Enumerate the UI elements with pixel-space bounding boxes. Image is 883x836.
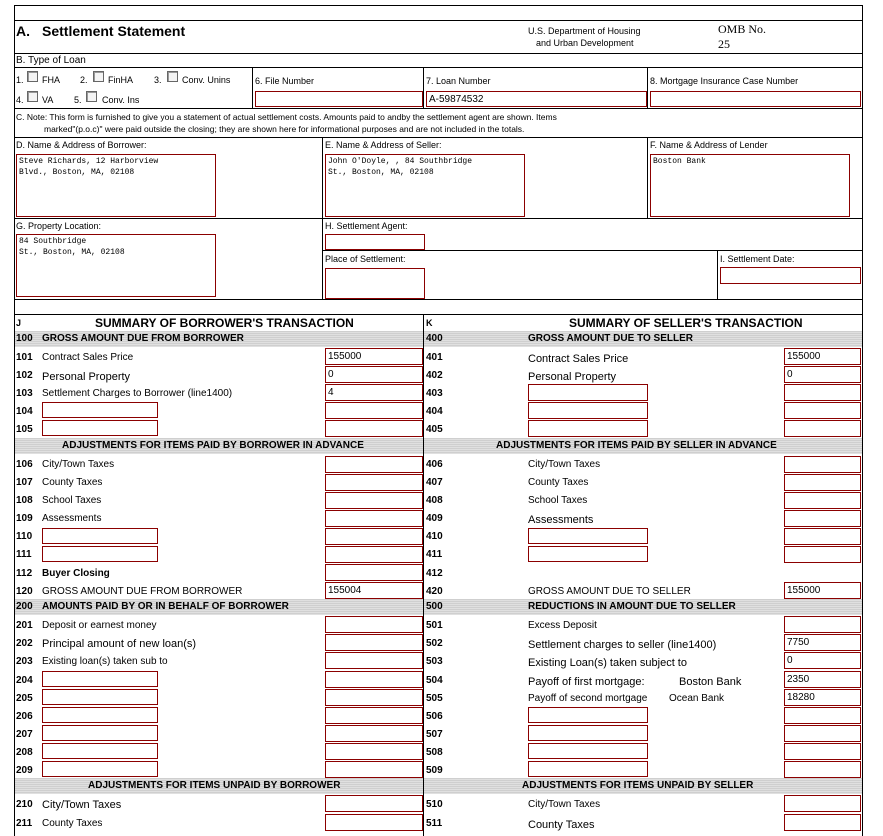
description-input[interactable]	[528, 761, 648, 777]
description-input[interactable]	[528, 725, 648, 741]
row-label: Assessments	[528, 514, 594, 526]
line-number: 211	[16, 818, 33, 829]
date-label: I. Settlement Date:	[720, 254, 795, 264]
band-200-title: AMOUNTS PAID BY OR IN BEHALF OF BORROWER	[42, 601, 289, 612]
row-label: Settlement charges to seller (line1400)	[528, 639, 717, 651]
conv-unins-label: Conv. Unins	[182, 75, 231, 85]
note-line1: C. Note: This form is furnished to give you a statement of actual settlement costs. Amounts paid to andby the settlement agent are shown. Items	[16, 112, 557, 122]
description-input[interactable]	[42, 689, 158, 705]
band-500-num: 500	[426, 601, 443, 612]
line-number: 103	[16, 388, 33, 399]
line-number: 201	[16, 620, 33, 631]
amount-input[interactable]: 155000	[784, 348, 861, 365]
line-number: 209	[16, 765, 33, 776]
description-input[interactable]	[42, 743, 158, 759]
line-number: 507	[426, 729, 443, 740]
amount-input[interactable]	[784, 510, 861, 527]
description-input[interactable]	[42, 402, 158, 418]
rule	[322, 250, 862, 251]
borrower-label: D. Name & Address of Borrower:	[16, 140, 147, 150]
line-number: 405	[426, 424, 443, 435]
row-label: School Taxes	[528, 495, 588, 506]
line-number: 403	[426, 388, 443, 399]
amount-input[interactable]	[784, 420, 861, 437]
type-of-loan-label: B. Type of Loan	[16, 55, 86, 66]
line-number: 105	[16, 424, 33, 435]
amount-input[interactable]	[325, 510, 423, 527]
section-letter-a: A.	[16, 23, 30, 39]
row-label: Payoff of first mortgage:	[528, 676, 645, 688]
option-num: 3.	[154, 75, 162, 85]
amount-input[interactable]	[325, 528, 423, 545]
dept-line2: and Urban Development	[536, 38, 634, 48]
line-number: 407	[426, 477, 443, 488]
place-input[interactable]	[325, 268, 425, 299]
rule	[14, 53, 862, 54]
amount-input[interactable]	[325, 743, 423, 760]
omb-label: OMB No.	[718, 22, 767, 36]
row-label: School Taxes	[42, 495, 102, 506]
row-label: Existing Loan(s) taken subject to	[528, 657, 687, 669]
band-400-title: GROSS AMOUNT DUE TO SELLER	[528, 333, 694, 344]
amount-input[interactable]	[325, 761, 423, 778]
amount-input[interactable]: 0	[325, 366, 423, 383]
line-number: 204	[16, 675, 33, 686]
amount-input[interactable]	[784, 456, 861, 473]
amount-input[interactable]: 2350	[784, 671, 861, 688]
line-number: 404	[426, 406, 443, 417]
rule	[14, 108, 862, 109]
mortgage-case-input[interactable]	[650, 91, 861, 107]
rule	[14, 299, 862, 300]
amount-input[interactable]	[325, 725, 423, 742]
amount-input[interactable]	[325, 402, 423, 419]
line-number: 408	[426, 495, 443, 506]
description-input[interactable]	[528, 743, 648, 759]
amount-input[interactable]: 18280	[784, 689, 861, 706]
amount-input[interactable]	[325, 564, 423, 581]
row-label: Excess Deposit	[528, 620, 597, 631]
conv-ins-checkbox[interactable]	[86, 91, 97, 102]
row-label: City/Town Taxes	[528, 459, 601, 470]
seller-address[interactable]: John O'Doyle, , 84 Southbridge St., Boston, MA, 02108	[325, 154, 525, 217]
line-number: 207	[16, 729, 33, 740]
rule	[717, 250, 718, 299]
line-number: 503	[426, 656, 443, 667]
row-label: City/Town Taxes	[528, 799, 601, 810]
fha-checkbox[interactable]	[27, 71, 38, 82]
rule	[647, 137, 648, 218]
row-label: Settlement Charges to Borrower (line1400)	[42, 388, 233, 399]
amount-input[interactable]	[784, 384, 861, 401]
amount-input[interactable]	[325, 616, 423, 633]
amount-input[interactable]	[784, 474, 861, 491]
loan-number-label: 7. Loan Number	[426, 76, 491, 86]
lender-label: F. Name & Address of Lender	[650, 140, 768, 150]
row-label: GROSS AMOUNT DUE FROM BORROWER	[42, 586, 243, 597]
description-input[interactable]	[42, 420, 158, 436]
conv-ins-label: Conv. Ins	[102, 95, 140, 105]
row-label: City/Town Taxes	[42, 459, 115, 470]
line-number: 206	[16, 711, 33, 722]
row-label: Payoff of second mortgage	[528, 693, 648, 704]
option-num: 1.	[16, 75, 24, 85]
option-num: 2.	[80, 75, 88, 85]
row-label: GROSS AMOUNT DUE TO SELLER	[528, 586, 691, 597]
row-label: Deposit or earnest money	[42, 620, 157, 631]
description-input[interactable]	[42, 761, 158, 777]
row-label: Personal Property	[42, 371, 131, 383]
line-number: 120	[16, 586, 33, 597]
amount-input[interactable]	[325, 474, 423, 491]
line-number: 202	[16, 638, 33, 649]
line-number: 111	[16, 549, 32, 560]
second-mortgage-lender: Ocean Bank	[669, 693, 725, 704]
line-number: 104	[16, 406, 33, 417]
dept-line1: U.S. Department of Housing	[528, 26, 641, 36]
description-input[interactable]	[42, 725, 158, 741]
description-input[interactable]	[42, 528, 158, 544]
line-number: 509	[426, 765, 443, 776]
amount-input[interactable]: 7750	[784, 634, 861, 651]
line-number: 504	[426, 675, 443, 686]
total-amount-input[interactable]: 155004	[325, 582, 423, 599]
lender-address[interactable]: Boston Bank	[650, 154, 850, 217]
borrower-address[interactable]: Steve Richards, 12 Harborview Blvd., Boston, MA, 02108	[16, 154, 216, 217]
finha-label: FinHA	[108, 75, 134, 85]
line-number: 502	[426, 638, 443, 649]
place-label: Place of Settlement:	[325, 254, 406, 264]
amount-input[interactable]	[325, 420, 423, 437]
row-label: Principal amount of new loan(s)	[42, 638, 197, 650]
line-number: 508	[426, 747, 443, 758]
conv-unins-checkbox[interactable]	[167, 71, 178, 82]
description-input[interactable]	[528, 420, 648, 437]
finha-checkbox[interactable]	[93, 71, 104, 82]
description-input[interactable]	[528, 707, 648, 723]
note-line2: marked"(p.o.c)" were paid outside the closing; they are shown here for informational purposes and are not included in the totals.	[44, 124, 525, 134]
amount-input[interactable]: 4	[325, 384, 423, 401]
line-number: 511	[426, 818, 443, 829]
line-number: 401	[426, 352, 443, 363]
row-label: Existing loan(s) taken sub to	[42, 656, 168, 667]
settlement-date-input[interactable]	[720, 267, 861, 284]
line-number: 501	[426, 620, 443, 631]
amount-input[interactable]: 155000	[325, 348, 423, 365]
description-input[interactable]	[528, 402, 648, 419]
description-input[interactable]	[42, 671, 158, 687]
amount-input[interactable]	[784, 725, 861, 742]
row-label: County Taxes	[528, 477, 589, 488]
right-border	[862, 5, 863, 836]
amount-input[interactable]	[784, 546, 861, 563]
band-500-title: REDUCTIONS IN AMOUNT DUE TO SELLER	[528, 601, 736, 612]
rule	[647, 67, 648, 108]
line-number: 402	[426, 370, 443, 381]
amount-input[interactable]	[325, 814, 423, 831]
line-number: 406	[426, 459, 443, 470]
row-label: Contract Sales Price	[42, 352, 134, 363]
page-title: Settlement Statement	[42, 23, 186, 39]
va-label: VA	[42, 95, 54, 105]
line-number: 506	[426, 711, 443, 722]
line-number: 409	[426, 513, 443, 524]
va-checkbox[interactable]	[27, 91, 38, 102]
line-number: 510	[426, 799, 443, 810]
line-number: 106	[16, 459, 33, 470]
line-number: 102	[16, 370, 33, 381]
agent-label: H. Settlement Agent:	[325, 221, 408, 231]
amount-input[interactable]	[325, 689, 423, 706]
row-label: County Taxes	[528, 819, 595, 831]
line-number: 205	[16, 693, 33, 704]
amount-input[interactable]: 0	[784, 366, 861, 383]
amount-input[interactable]	[325, 652, 423, 669]
amount-input[interactable]	[784, 528, 861, 545]
amount-input[interactable]	[784, 761, 861, 778]
band-100-title: GROSS AMOUNT DUE FROM BORROWER	[42, 333, 244, 344]
band-200-num: 200	[16, 601, 33, 612]
rule	[252, 67, 253, 108]
description-input[interactable]	[528, 384, 648, 401]
row-label: Assessments	[42, 513, 102, 524]
left-border	[14, 5, 15, 836]
row-label: County Taxes	[42, 818, 103, 829]
rule	[14, 67, 862, 68]
description-input[interactable]	[528, 528, 648, 544]
amount-input[interactable]	[784, 616, 861, 633]
rule	[14, 137, 862, 138]
description-input[interactable]	[42, 546, 158, 562]
amount-input[interactable]	[325, 707, 423, 724]
band-100-num: 100	[16, 333, 33, 344]
borrower-summary-title: SUMMARY OF BORROWER'S TRANSACTION	[95, 316, 354, 330]
amount-input[interactable]	[325, 671, 423, 688]
amount-input[interactable]	[784, 707, 861, 724]
amount-input[interactable]	[784, 402, 861, 419]
first-mortgage-lender: Boston Bank	[679, 676, 742, 688]
file-number-input[interactable]	[255, 91, 423, 107]
band-400-num: 400	[426, 333, 443, 344]
line-number: 208	[16, 747, 33, 758]
amount-input[interactable]	[325, 456, 423, 473]
amount-input[interactable]: 0	[784, 652, 861, 669]
section-letter-k: K	[426, 318, 433, 328]
line-number: 505	[426, 693, 443, 704]
line-number: 411	[426, 549, 443, 560]
rule	[423, 67, 424, 108]
fha-label: FHA	[42, 75, 60, 85]
section-letter-j: J	[16, 318, 22, 328]
line-number: 210	[16, 799, 33, 810]
description-input[interactable]	[42, 707, 158, 723]
top-rule	[14, 5, 862, 6]
line-number: 203	[16, 656, 33, 667]
line-number: 112	[16, 568, 33, 579]
row-label: Personal Property	[528, 371, 617, 383]
rule	[14, 20, 862, 21]
omb-value: 25	[718, 37, 730, 51]
line-number: 110	[16, 531, 33, 542]
agent-input[interactable]	[325, 234, 425, 250]
rule	[14, 218, 862, 219]
option-num: 4.	[16, 95, 24, 105]
line-number: 108	[16, 495, 33, 506]
band-borrower-advance-title: ADJUSTMENTS FOR ITEMS PAID BY BORROWER IN ADVANCE	[62, 440, 364, 451]
loan-number-input[interactable]: A-59874532	[426, 91, 647, 107]
amount-input[interactable]	[325, 492, 423, 509]
band-seller-unpaid-title: ADJUSTMENTS FOR ITEMS UNPAID BY SELLER	[522, 780, 754, 791]
line-number: 412	[426, 568, 443, 579]
line-number: 107	[16, 477, 33, 488]
seller-label: E. Name & Address of Seller:	[325, 140, 442, 150]
description-input[interactable]	[528, 546, 648, 562]
amount-input[interactable]	[325, 795, 423, 812]
seller-summary-title: SUMMARY OF SELLER'S TRANSACTION	[569, 316, 803, 330]
file-number-label: 6. File Number	[255, 76, 315, 86]
amount-input[interactable]	[784, 492, 861, 509]
line-number: 420	[426, 586, 443, 597]
amount-input[interactable]	[784, 795, 861, 812]
rule	[322, 137, 323, 299]
property-location[interactable]: 84 Southbridge St., Boston, MA, 02108	[16, 234, 216, 297]
band-borrower-unpaid-title: ADJUSTMENTS FOR ITEMS UNPAID BY BORROWER	[88, 780, 341, 791]
row-label: County Taxes	[42, 477, 103, 488]
amount-input[interactable]	[784, 814, 861, 831]
row-label: City/Town Taxes	[42, 799, 122, 811]
total-amount-input[interactable]: 155000	[784, 582, 861, 599]
row-label: Buyer Closing	[42, 568, 110, 579]
line-number: 109	[16, 513, 33, 524]
band-seller-advance-title: ADJUSTMENTS FOR ITEMS PAID BY SELLER IN ADVANCE	[496, 440, 777, 451]
amount-input[interactable]	[784, 743, 861, 760]
line-number: 410	[426, 531, 443, 542]
line-number: 101	[16, 352, 33, 363]
property-label: G. Property Location:	[16, 221, 102, 231]
mortgage-case-label: 8. Mortgage Insurance Case Number	[650, 76, 799, 86]
amount-input[interactable]	[325, 634, 423, 651]
rule	[14, 314, 862, 315]
amount-input[interactable]	[325, 546, 423, 563]
row-label: Contract Sales Price	[528, 353, 629, 365]
column-divider	[423, 314, 424, 836]
option-num: 5.	[74, 95, 82, 105]
